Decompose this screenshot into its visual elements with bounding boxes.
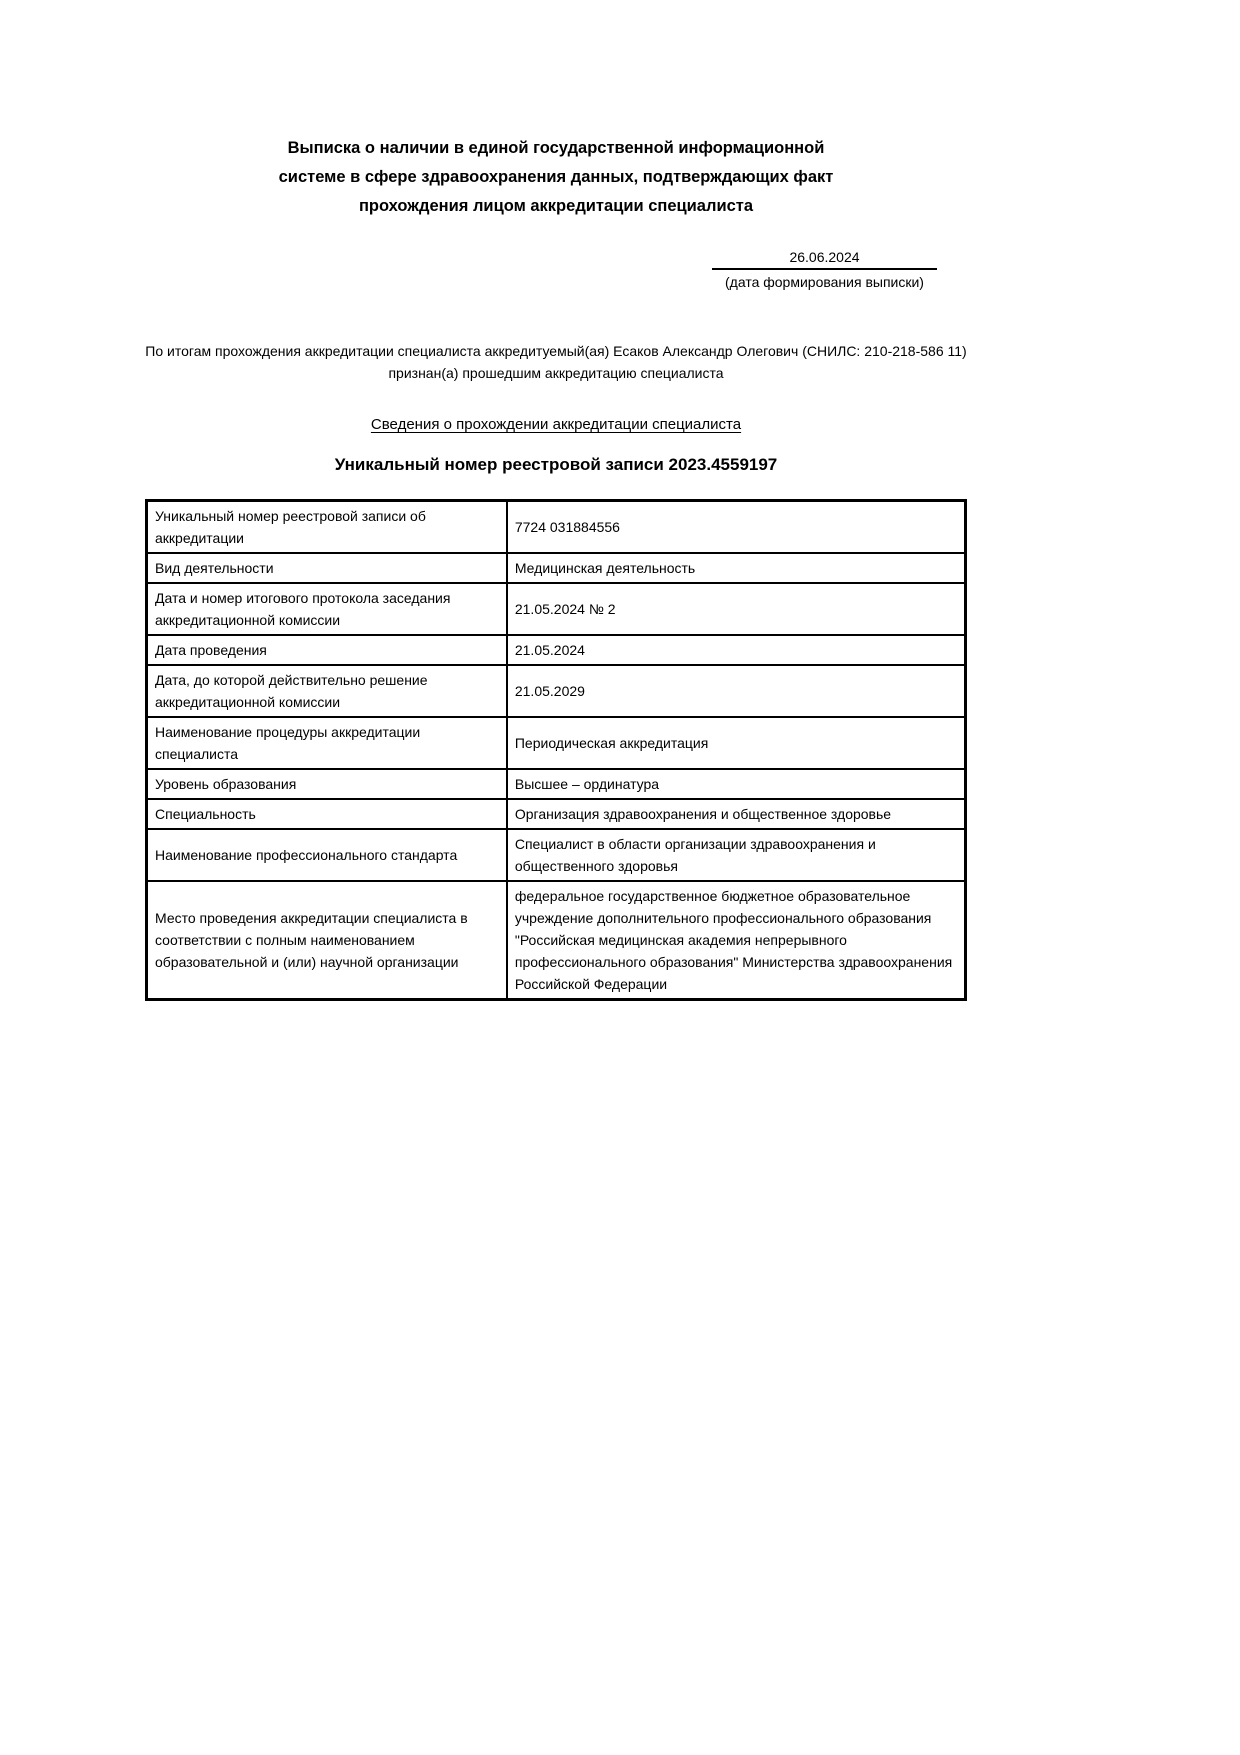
row-value: Высшее – ординатура — [507, 769, 966, 799]
row-value: 21.05.2029 — [507, 665, 966, 717]
table-row — [147, 799, 966, 829]
row-label: Вид деятельности — [147, 553, 507, 583]
table-row — [147, 501, 966, 554]
row-value: 21.05.2024 — [507, 635, 966, 665]
row-value: 7724 031884556 — [507, 501, 966, 554]
document-title-line-3: прохождения лицом аккредитации специалиста — [358, 197, 754, 215]
row-value: федеральное государственное бюджетное образовательное учреждение дополнительного профессионального образования "Российская медицинская академия непрерывного профессионального образования" Министерства здравоохранения Российской Федерации — [507, 881, 966, 1000]
extract-date: 26.06.2024 — [712, 247, 937, 270]
row-value: Организация здравоохранения и общественное здоровье — [507, 799, 966, 829]
accreditation-table — [145, 499, 967, 1001]
registry-number-heading: Уникальный номер реестровой записи 2023.4559197 — [334, 455, 778, 474]
row-label: Место проведения аккредитации специалиста в соответствии с полным наименованием образовательной и (или) научной организации — [147, 881, 507, 1000]
document-title-line-1: Выписка о наличии в единой государственной информационной — [287, 139, 825, 157]
document-content — [145, 0, 967, 1001]
row-value: Периодическая аккредитация — [507, 717, 966, 769]
extract-date-block — [712, 247, 937, 292]
table-row — [147, 553, 966, 583]
row-value: 21.05.2024 № 2 — [507, 583, 966, 635]
row-label: Наименование процедуры аккредитации специалиста — [147, 717, 507, 769]
table-row — [147, 717, 966, 769]
intro-paragraph: По итогам прохождения аккредитации специалиста аккредитуемый(ая) Есаков Александр Олегович (СНИЛС: 210-218-586 11) признан(а) прошедшим аккредитацию специалиста — [145, 343, 967, 381]
row-value: Специалист в области организации здравоохранения и общественного здоровья — [507, 829, 966, 881]
table-row — [147, 881, 966, 1000]
table-row — [147, 769, 966, 799]
document-title — [145, 134, 967, 221]
row-label: Наименование профессионального стандарта — [147, 829, 507, 881]
row-label: Уникальный номер реестровой записи об аккредитации — [147, 501, 507, 554]
row-label: Специальность — [147, 799, 507, 829]
table-row — [147, 635, 966, 665]
table-row — [147, 583, 966, 635]
section-heading: Сведения о прохождении аккредитации специалиста — [370, 416, 742, 433]
row-value: Медицинская деятельность — [507, 553, 966, 583]
row-label: Дата проведения — [147, 635, 507, 665]
extract-date-caption: (дата формирования выписки) — [725, 274, 924, 290]
table-row — [147, 829, 966, 881]
table-row — [147, 665, 966, 717]
document-title-line-2: системе в сфере здравоохранения данных, подтверждающих факт — [278, 168, 834, 186]
row-label: Уровень образования — [147, 769, 507, 799]
row-label: Дата, до которой действительно решение аккредитационной комиссии — [147, 665, 507, 717]
row-label: Дата и номер итогового протокола заседания аккредитационной комиссии — [147, 583, 507, 635]
